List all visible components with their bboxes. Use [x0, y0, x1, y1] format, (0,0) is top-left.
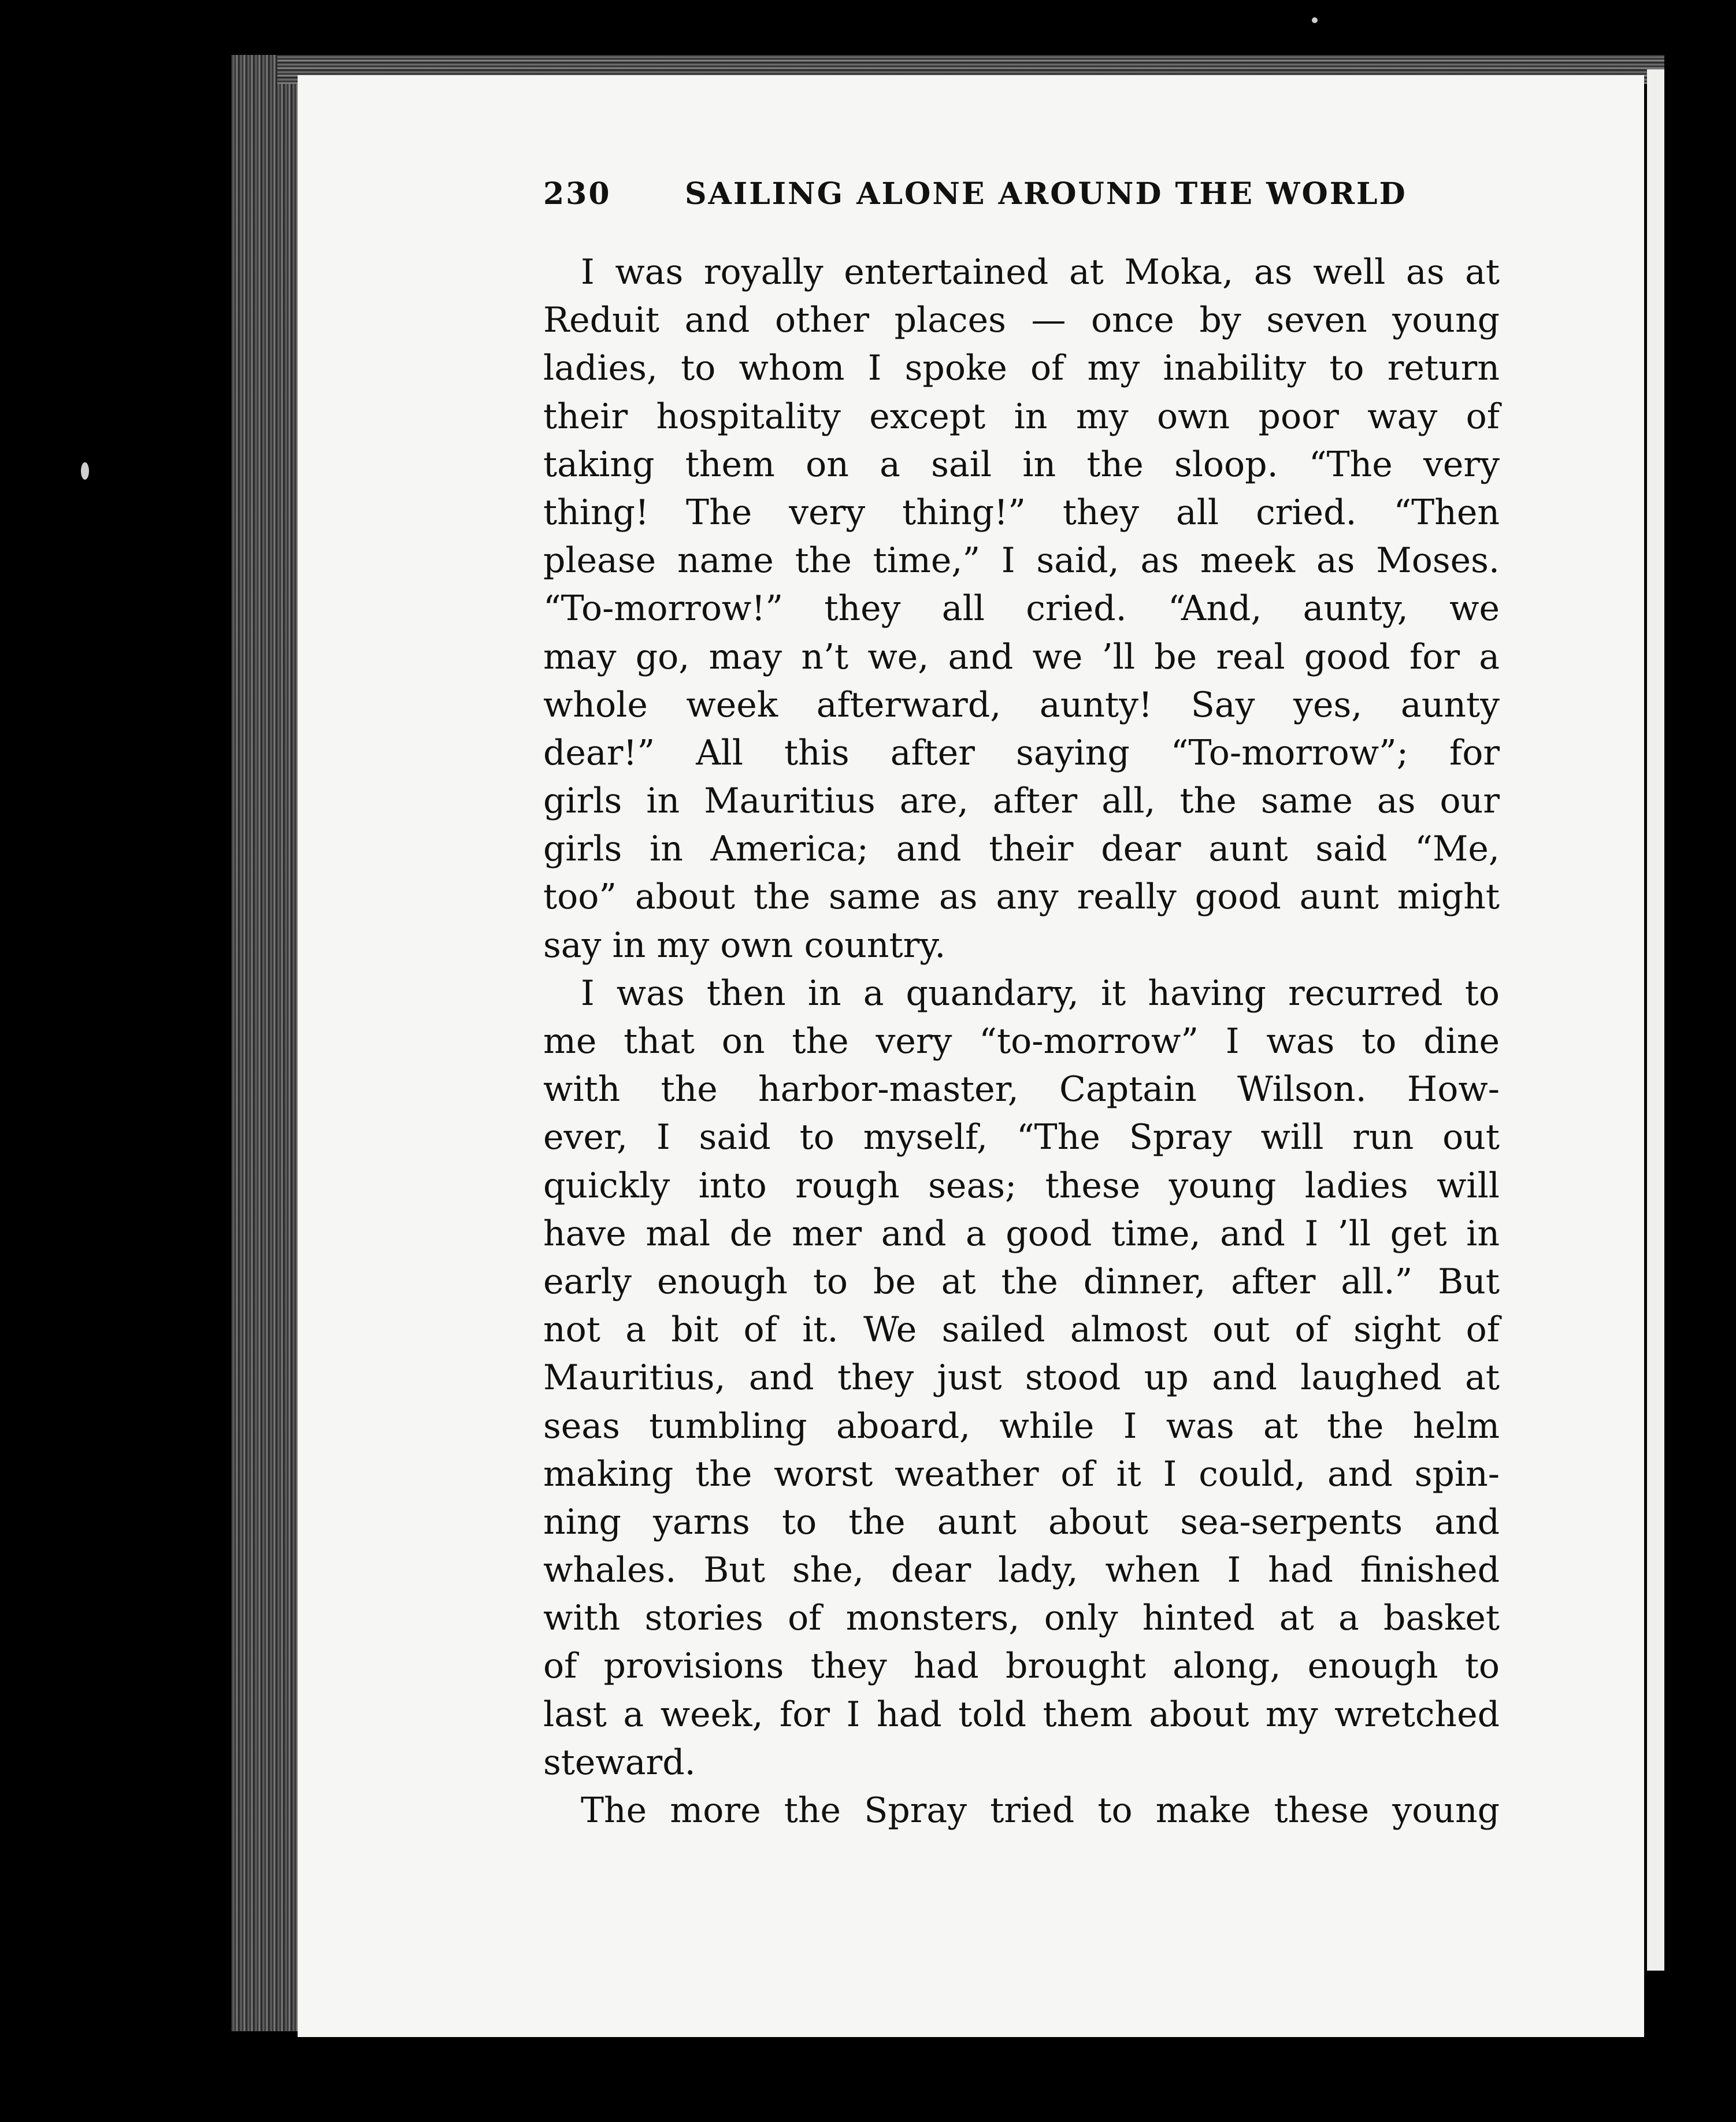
text-line: ladies, to whom I spoke of my inability to return — [543, 348, 1500, 389]
text-line: with stories of monsters, only hinted at a basket — [543, 1598, 1500, 1639]
text-line: too” about the same as any really good aunt might — [543, 877, 1500, 918]
next-page-edge — [1647, 69, 1664, 1971]
text-line: making the worst weather of it I could, and spin- — [543, 1453, 1500, 1494]
text-line: Mauritius, and they just stood up and laughed at — [543, 1357, 1500, 1398]
text-line: early enough to be at the dinner, after all.” But — [543, 1261, 1500, 1302]
text-line: The more the Spray tried to make these young — [581, 1790, 1500, 1831]
text-line: quickly into rough seas; these young ladies will — [543, 1165, 1500, 1206]
text-line: not a bit of it. We sailed almost out of sight of — [543, 1309, 1500, 1351]
body-text — [543, 248, 1500, 1835]
text-line: girls in America; and their dear aunt said “Me, — [543, 829, 1500, 870]
text-line: whales. But she, dear lady, when I had finished — [543, 1550, 1500, 1591]
text-line: taking them on a sail in the sloop. “The very — [543, 444, 1500, 485]
text-line: with the harbor-master, Captain Wilson. How- — [543, 1069, 1500, 1110]
text-line: girls in Mauritius are, after all, the same as our — [543, 781, 1500, 822]
text-line: dear!” All this after saying “To-morrow”; for — [543, 732, 1500, 773]
text-line: may go, may n’t we, and we ’ll be real good for a — [543, 636, 1500, 677]
text-line: me that on the very “to-morrow” I was to dine — [543, 1021, 1500, 1062]
text-line: “To-morrow!” they all cried. “And, aunty, we — [543, 588, 1500, 629]
running-head — [543, 176, 1500, 217]
text-line: have mal de mer and a good time, and I ’ll get in — [543, 1213, 1500, 1254]
text-line: please name the time,” I said, as meek as Moses. — [543, 540, 1500, 581]
text-line: last a week, for I had told them about my wretched — [543, 1694, 1500, 1735]
text-line: ever, I said to myself, “The Spray will run out — [543, 1117, 1500, 1158]
text-line: whole week afterward, aunty! Say yes, aunty — [543, 684, 1500, 725]
text-line: say in my own country. — [543, 925, 946, 966]
text-line: thing! The very thing!” they all cried. “Then — [543, 492, 1500, 533]
page-content — [543, 176, 1500, 1835]
text-line: ning yarns to the aunt about sea-serpents and — [543, 1501, 1500, 1542]
text-line: I was royally entertained at Moka, as well as at — [581, 252, 1500, 292]
running-head-title: SAILING ALONE AROUND THE WORLD — [685, 176, 1407, 212]
text-line: steward. — [543, 1742, 696, 1783]
scan-speck — [1312, 17, 1318, 23]
text-line: I was then in a quandary, it having recurred to — [581, 973, 1500, 1014]
text-line: seas tumbling aboard, while I was at the helm — [543, 1405, 1500, 1446]
page-number: 230 — [543, 176, 611, 212]
text-line: of provisions they had brought along, enough to — [543, 1646, 1500, 1687]
book-page — [298, 75, 1644, 2037]
scan-speck — [81, 462, 89, 480]
text-line: Reduit and other places — once by seven young — [543, 300, 1500, 341]
text-line: their hospitality except in my own poor way of — [543, 396, 1500, 437]
